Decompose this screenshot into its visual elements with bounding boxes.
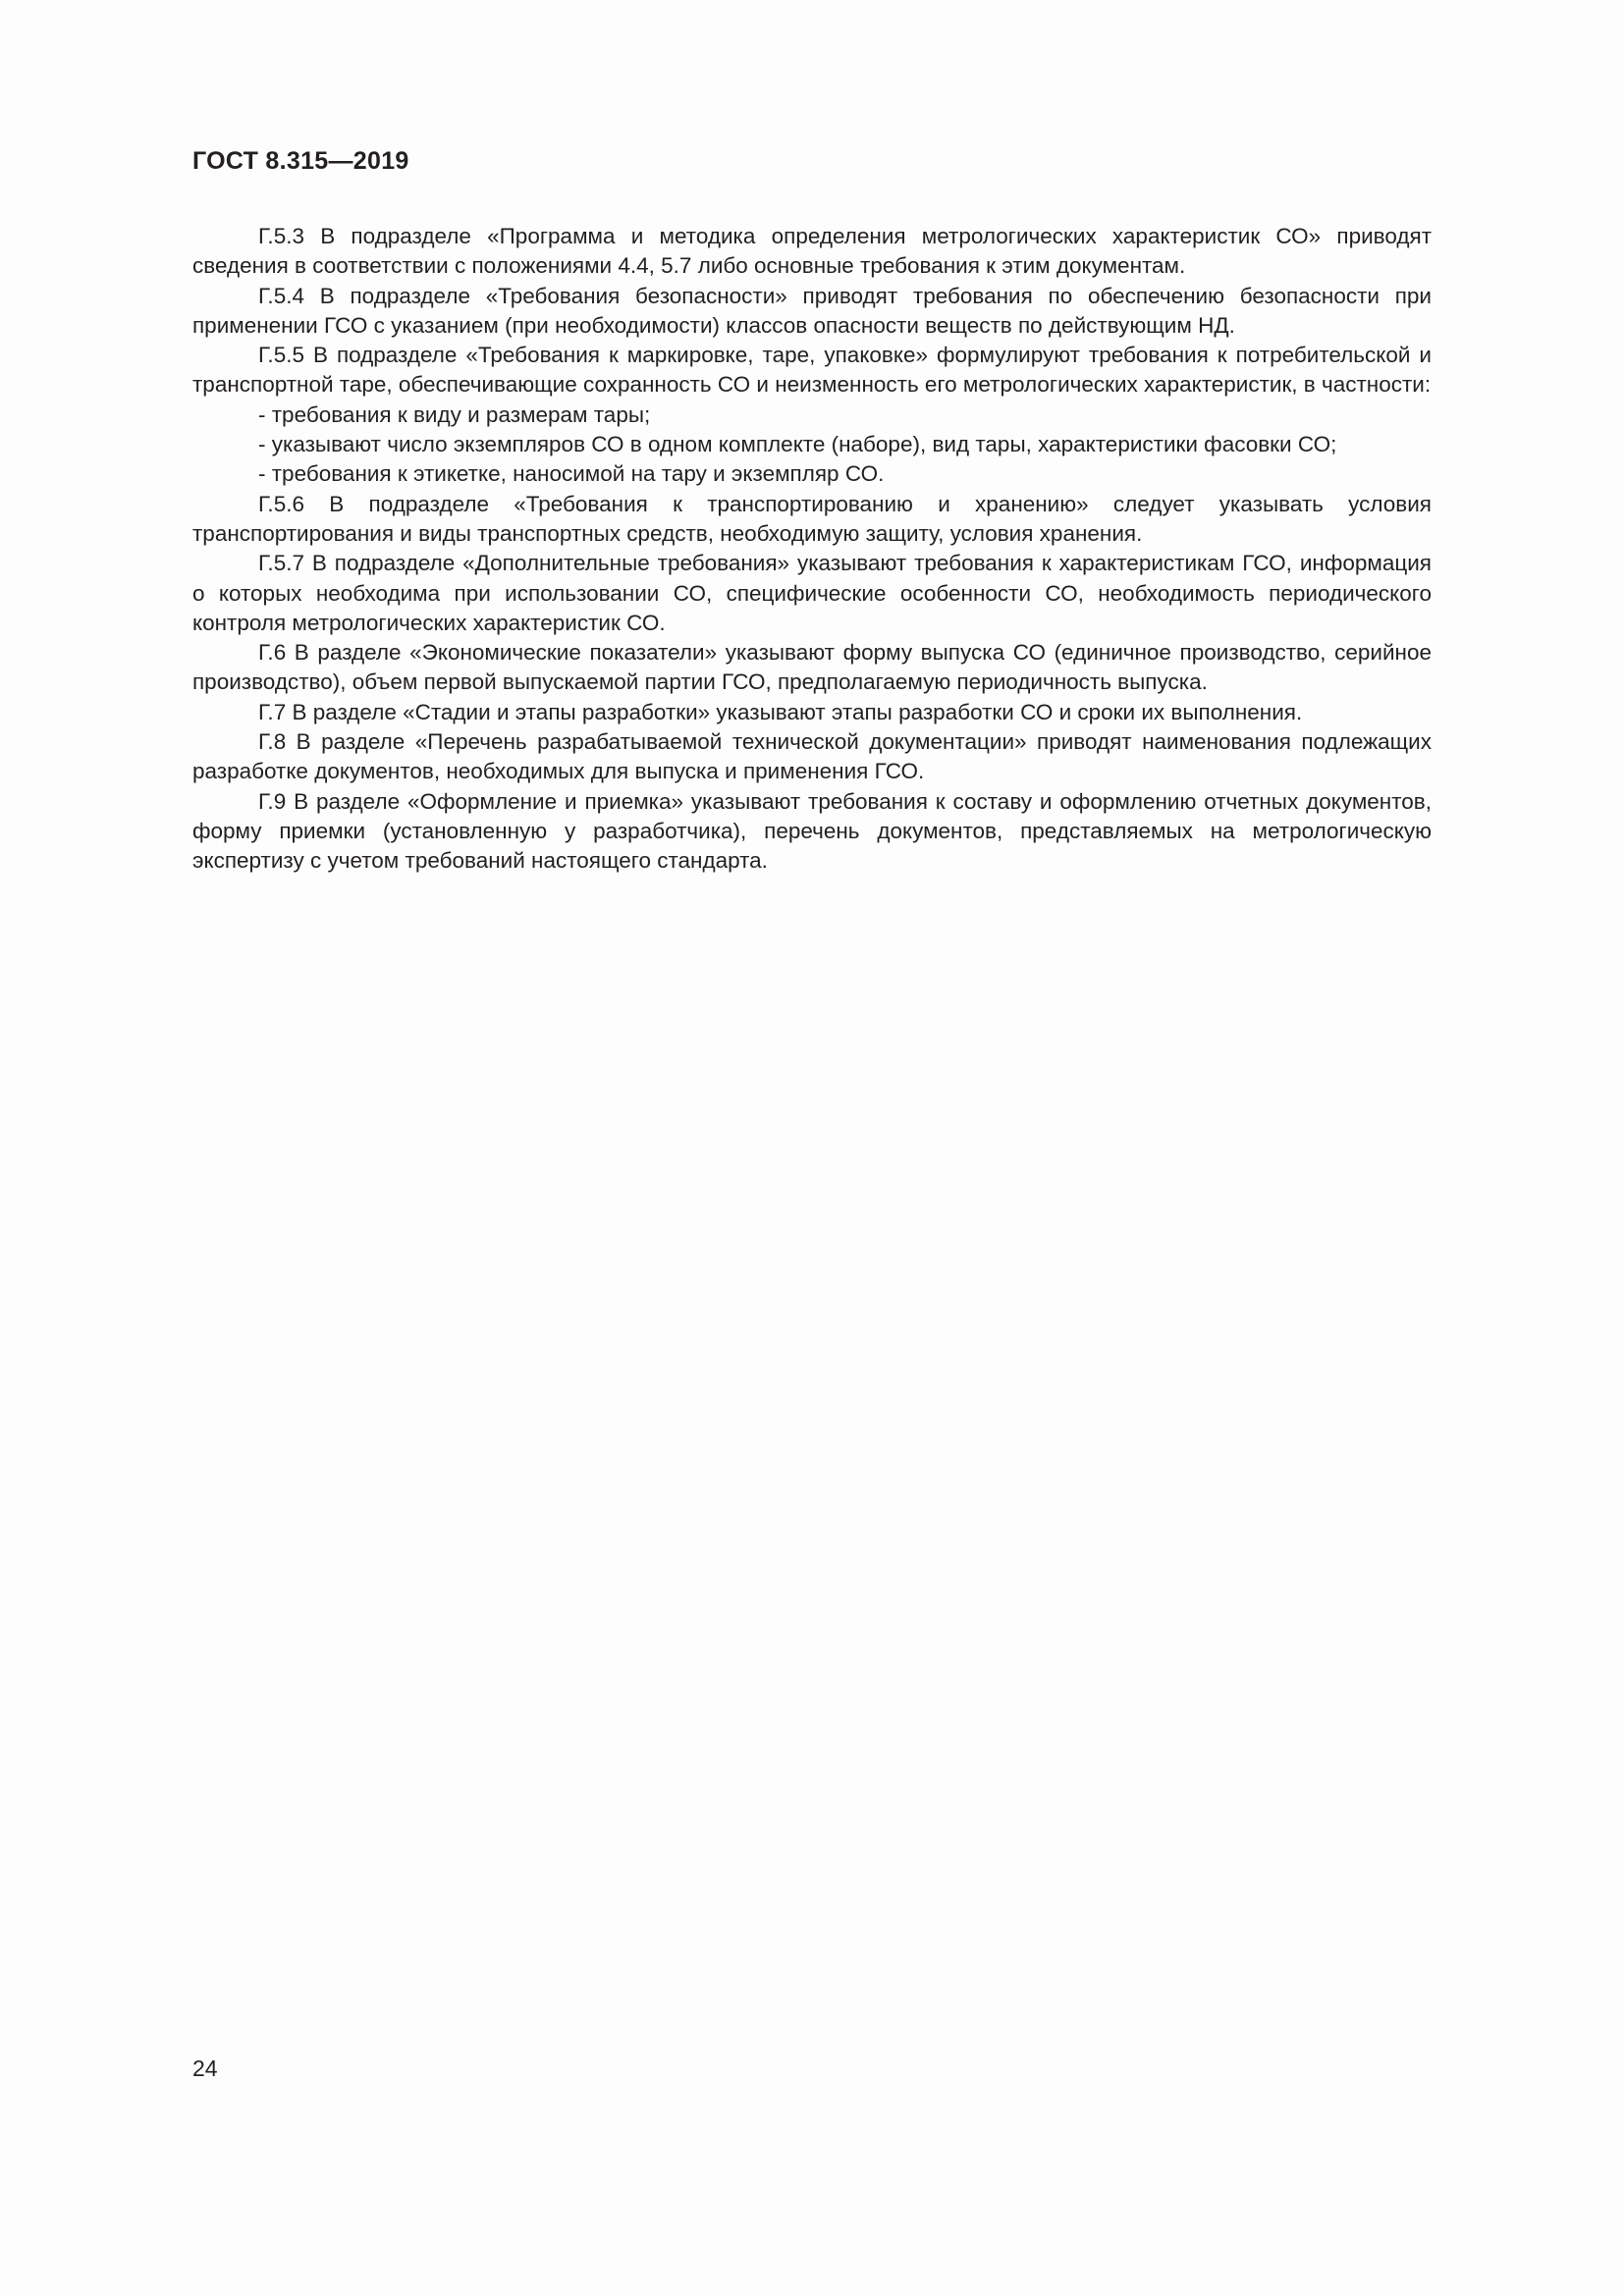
page-number: 24: [192, 2056, 218, 2081]
paragraph-g-6: Г.6 В разделе «Экономические показатели» указывают форму выпуска СО (единичное производство, серийное производство), объем первой выпускаемой партии ГСО, предполагаемую периодичность выпуска.: [192, 640, 1432, 695]
paragraph-g-7: Г.7 В разделе «Стадии и этапы разработки» указывают этапы разработки СО и сроки их выполнения.: [258, 699, 1303, 724]
document-header: ГОСТ 8.315—2019: [192, 147, 409, 175]
list-item: - требования к виду и размерам тары;: [258, 401, 651, 427]
paragraph-g-5-5: Г.5.5 В подразделе «Требования к маркировке, таре, упаковке» формулируют требования к потребительской и транспортной таре, обеспечивающие сохранность СО и неизменность его метрологических характеристик, в частности:: [192, 343, 1432, 398]
paragraph-g-8: Г.8 В разделе «Перечень разрабатываемой технической документации» приводят наименования подлежащих разработке документов, необходимых для выпуска и применения ГСО.: [192, 729, 1432, 784]
document-body: [192, 222, 1432, 877]
list-item: - указывают число экземпляров СО в одном комплекте (наборе), вид тары, характеристики фасовки СО;: [258, 432, 1337, 457]
bullet-list: [192, 400, 1432, 490]
list-item: - требования к этикетке, наносимой на тару и экземпляр СО.: [258, 461, 885, 487]
paragraph-g-5-6: Г.5.6 В подразделе «Требования к транспортированию и хранению» следует указывать условия транспортирования и виды транспортных средств, необходимую защиту, условия хранения.: [192, 491, 1432, 546]
paragraph-g-5-7: Г.5.7 В подразделе «Дополнительные требования» указывают требования к характеристикам ГСО, информация о которых необходима при использовании СО, специфические особенности СО, необходимость периодического контроля метрологических характеристик СО.: [192, 551, 1432, 635]
paragraph-g-5-3: Г.5.3 В подразделе «Программа и методика определения метрологических характеристик СО» приводят сведения в соответствии с положениями 4.4, 5.7 либо основные требования к этим документам.: [192, 224, 1432, 279]
paragraph-g-5-4: Г.5.4 В подразделе «Требования безопасности» приводят требования по обеспечению безопасности при применении ГСО с указанием (при необходимости) классов опасности веществ по действующим НД.: [192, 283, 1432, 338]
paragraph-g-9: Г.9 В разделе «Оформление и приемка» указывают требования к составу и оформлению отчетных документов, форму приемки (установленную у разработчика), перечень документов, представляемых на метрологическую экспертизу с учетом требований настоящего стандарта.: [192, 788, 1432, 874]
